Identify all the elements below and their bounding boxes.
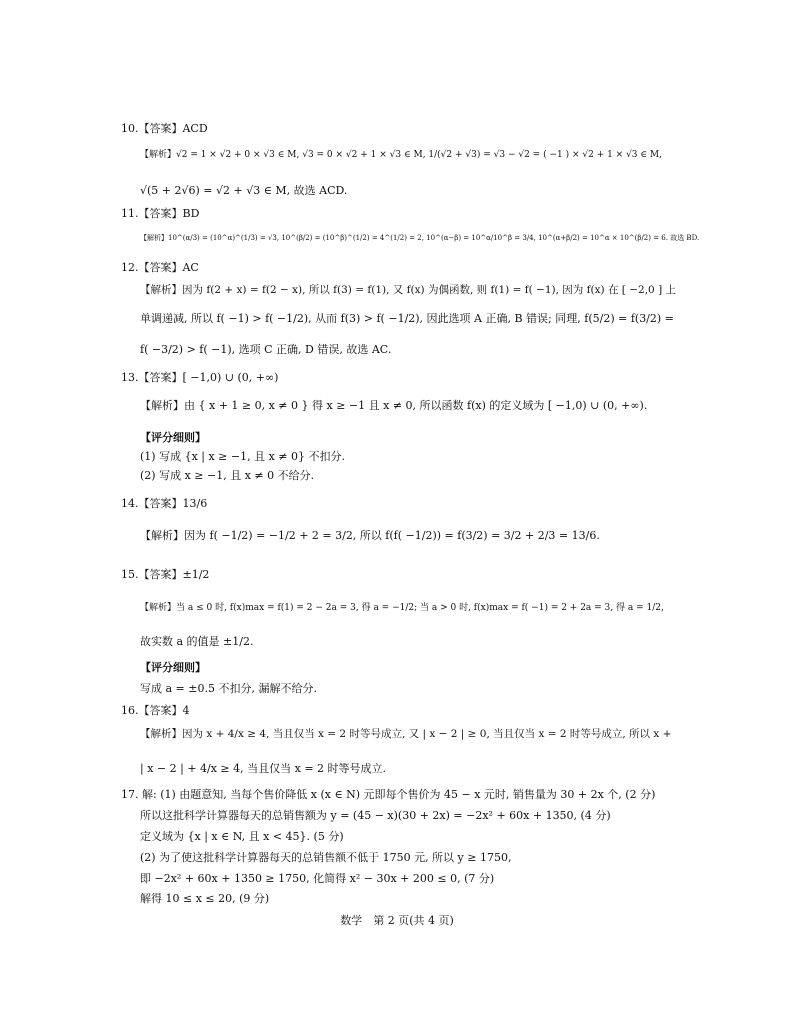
q16-analysis-2: | x − 2 | + 4/x ≥ 4, 当且仅当 x = 2 时等号成立.: [140, 762, 387, 775]
q17-solution-4: (2) 为了使这批科学计算器每天的总销售额不低于 1750 元, 所以 y ≥ 1750,: [140, 851, 512, 864]
q15-analysis-1: 【解析】当 a ≤ 0 时, f(x)max = f(1) = 2 − 2a = 3, 得 a = −1/2; 当 a > 0 时, f(x)max = f( −1) = 2 + 2a = 3, 得 a = 1/2,: [140, 603, 664, 613]
q14-analysis: 【解析】因为 f( −1/2) = −1/2 + 2 = 3/2, 所以 f(f( −1/2)) = f(3/2) = 3/2 + 2/3 = 13/6.: [140, 529, 600, 542]
q13-scoring-heading: 【评分细则】: [140, 431, 206, 444]
q15-answer: 15.【答案】±1/2: [121, 568, 210, 581]
q13-answer: 13.【答案】[ −1,0) ∪ (0, +∞): [121, 371, 279, 384]
q14-answer: 14.【答案】13/6: [121, 497, 208, 510]
q12-answer: 12.【答案】AC: [121, 261, 199, 274]
q13-analysis: 【解析】由 { x + 1 ≥ 0, x ≠ 0 } 得 x ≥ −1 且 x ≠ 0, 所以函数 f(x) 的定义域为 [ −1,0) ∪ (0, +∞).: [140, 399, 648, 412]
q10-analysis-2: √(5 + 2√6) = √2 + √3 ∈ M, 故选 ACD.: [140, 184, 348, 197]
page-footer: 数学 第 2 页(共 4 页): [340, 914, 454, 927]
q17-solution-3: 定义域为 {x | x ∈ N, 且 x < 45}. (5 分): [140, 830, 344, 843]
q12-analysis-3: f( −3/2) > f( −1), 选项 C 正确, D 错误, 故选 AC.: [140, 343, 392, 356]
q17-solution-1: 17. 解: (1) 由题意知, 当每个售价降低 x (x ∈ N) 元即每个售价为 45 − x 元时, 销售量为 30 + 2x 个, (2 分): [121, 788, 656, 801]
q15-scoring: 写成 a = ±0.5 不扣分, 漏解不给分.: [140, 682, 317, 695]
q15-scoring-heading: 【评分细则】: [140, 661, 206, 674]
q15-analysis-2: 故实数 a 的值是 ±1/2.: [140, 635, 254, 648]
q12-analysis-1: 【解析】因为 f(2 + x) = f(2 − x), 所以 f(3) = f(1), 又 f(x) 为偶函数, 则 f(1) = f( −1), 因为 f(x) 在 [ −2,0 ] 上: [140, 284, 677, 296]
q11-analysis: 【解析】10^(α/3) = (10^α)^(1/3) = √3, 10^(β/2) = (10^β)^(1/2) = 4^(1/2) = 2, 10^(α−β) = 10^α/10^β = 3/4, 10^(α+β/2) = 10^α × 10^(β/2) = 6. 故选 BD.: [140, 234, 700, 242]
q17-solution-6: 解得 10 ≤ x ≤ 20, (9 分): [140, 892, 270, 905]
q12-analysis-2: 单调递减, 所以 f( −1) > f( −1/2), 从而 f(3) > f( −1/2), 因此选项 A 正确, B 错误; 同理, f(5/2) = f(3/2) =: [140, 312, 674, 325]
q16-analysis-1: 【解析】因为 x + 4/x ≥ 4, 当且仅当 x = 2 时等号成立, 又 | x − 2 | ≥ 0, 当且仅当 x = 2 时等号成立, 所以 x +: [140, 728, 672, 740]
q10-analysis-1: 【解析】√2 = 1 × √2 + 0 × √3 ∈ M, √3 = 0 × √2 + 1 × √3 ∈ M, 1/(√2 + √3) = √3 − √2 = ( −1 ) × √2 + 1 × √3 ∈ M,: [140, 150, 662, 160]
q13-scoring-2: (2) 写成 x ≥ −1, 且 x ≠ 0 不给分.: [140, 469, 315, 482]
q17-solution-2: 所以这批科学计算器每天的总销售额为 y = (45 − x)(30 + 2x) = −2x² + 60x + 1350, (4 分): [140, 809, 611, 822]
q13-scoring-1: (1) 写成 {x | x ≥ −1, 且 x ≠ 0} 不扣分.: [140, 450, 345, 463]
q16-answer: 16.【答案】4: [121, 704, 190, 717]
q11-answer: 11.【答案】BD: [121, 207, 200, 220]
q10-answer: 10.【答案】ACD: [121, 122, 208, 135]
q17-solution-5: 即 −2x² + 60x + 1350 ≥ 1750, 化简得 x² − 30x + 200 ≤ 0, (7 分): [140, 872, 495, 885]
